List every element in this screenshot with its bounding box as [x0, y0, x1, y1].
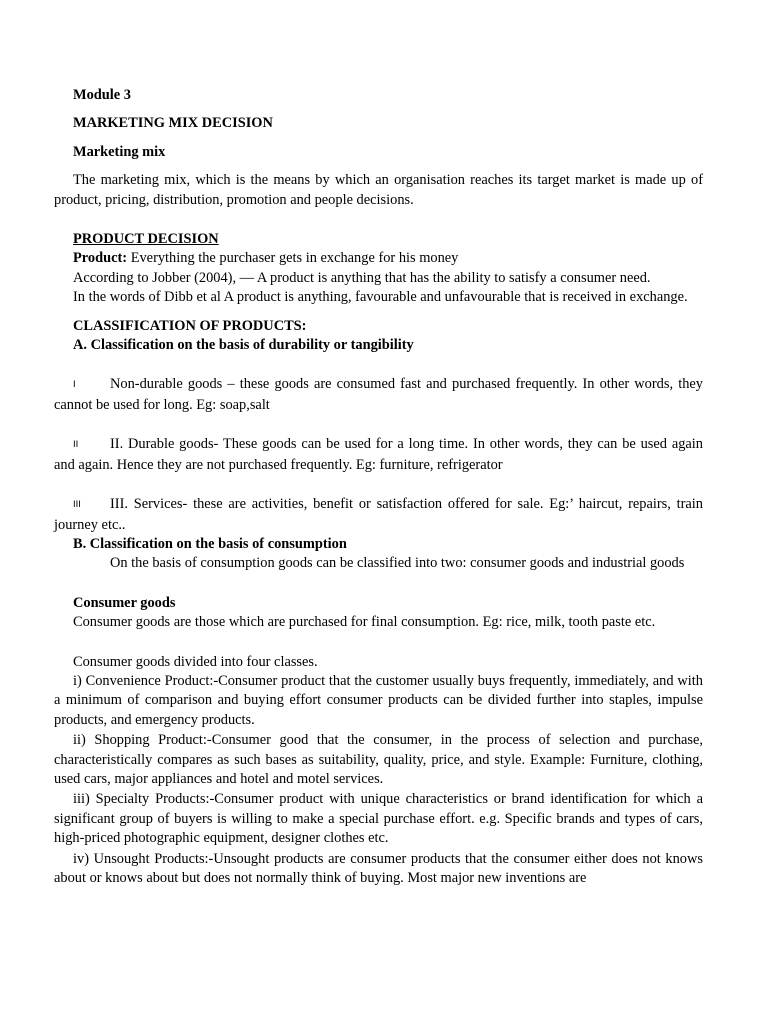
unsought-product-paragraph: iv) Unsought Products:-Unsought products are consumer products that the consumer either does not knows about or knows about but does not normally think of buying. Most major new inventions are	[54, 850, 703, 886]
list-item-text: Non-durable goods – these goods are consumed fast and purchased frequently. In other words, they cannot be used for long. Eg: soap,salt	[54, 376, 703, 413]
specialty-product-paragraph: iii) Specialty Products:-Consumer product with unique characteristics or brand identification for which a significant group of buyers is willing to make a special purchase effort. e.g. Specific brands and types of cars, high-priced photographic equipment, designer clothes etc.	[54, 791, 703, 847]
consumer-classes-intro: Consumer goods divided into four classes.	[73, 653, 318, 670]
page-title: MARKETING MIX DECISION	[73, 115, 273, 132]
list-item-text: III. Services- these are activities, benefit or satisfaction offered for sale. Eg:’ haircut, repairs, train journey etc..	[54, 496, 703, 533]
product-definition-text: Everything the purchaser gets in exchange for his money	[127, 250, 459, 267]
convenience-product-paragraph: i) Convenience Product:-Consumer product that the customer usually buys frequently, immediately, and with a minimum of comparison and buying effort consumer products can be divided further into staples, impulse products, and emergency products.	[54, 672, 703, 728]
dibb-definition: In the words of Dibb et al A product is anything, favourable and unfavourable that is received in exchange.	[73, 289, 688, 306]
document-page	[54, 86, 703, 888]
list-marker: II	[73, 440, 79, 451]
jobber-definition: According to Jobber (2004), — A product is anything that has the ability to satisfy a consumer need.	[73, 269, 651, 286]
consumer-goods-definition: Consumer goods are those which are purchased for final consumption. Eg: rice, milk, tooth paste etc.	[73, 614, 656, 631]
list-item	[54, 375, 703, 415]
classification-heading: CLASSIFICATION OF PRODUCTS:	[73, 317, 307, 334]
classification-a-heading: A. Classification on the basis of durability or tangibility	[73, 337, 414, 354]
classification-b-heading: B. Classification on the basis of consumption	[73, 535, 347, 552]
shopping-product-paragraph: ii) Shopping Product:-Consumer good that the consumer, in the process of selection and purchase, characteristically compares as such bases as suitability, quality, price, and style. Example: Furniture, clothing, used cars, major appliances and hotel and motel services.	[54, 732, 703, 787]
product-decision-heading: PRODUCT DECISION	[73, 231, 219, 248]
consumer-goods-heading: Consumer goods	[73, 594, 176, 611]
list-marker: I	[73, 380, 76, 391]
list-item	[54, 495, 703, 535]
marketing-mix-paragraph: The marketing mix, which is the means by which an organisation reaches its target market is made up of product, pricing, distribution, promotion and people decisions.	[54, 172, 703, 208]
module-label: Module 3	[73, 87, 131, 103]
marketing-mix-heading: Marketing mix	[73, 143, 166, 160]
product-label: Product:	[73, 250, 128, 267]
list-item	[54, 435, 703, 475]
list-item-text: II. Durable goods- These goods can be used for a long time. In other words, they can be used again and again. Hence they are not purchased frequently. Eg: furniture, refrigerator	[54, 436, 703, 473]
list-marker: III	[73, 500, 81, 511]
product-definition	[54, 249, 703, 268]
classification-b-paragraph: On the basis of consumption goods can be classified into two: consumer goods and industrial goods	[110, 555, 685, 572]
